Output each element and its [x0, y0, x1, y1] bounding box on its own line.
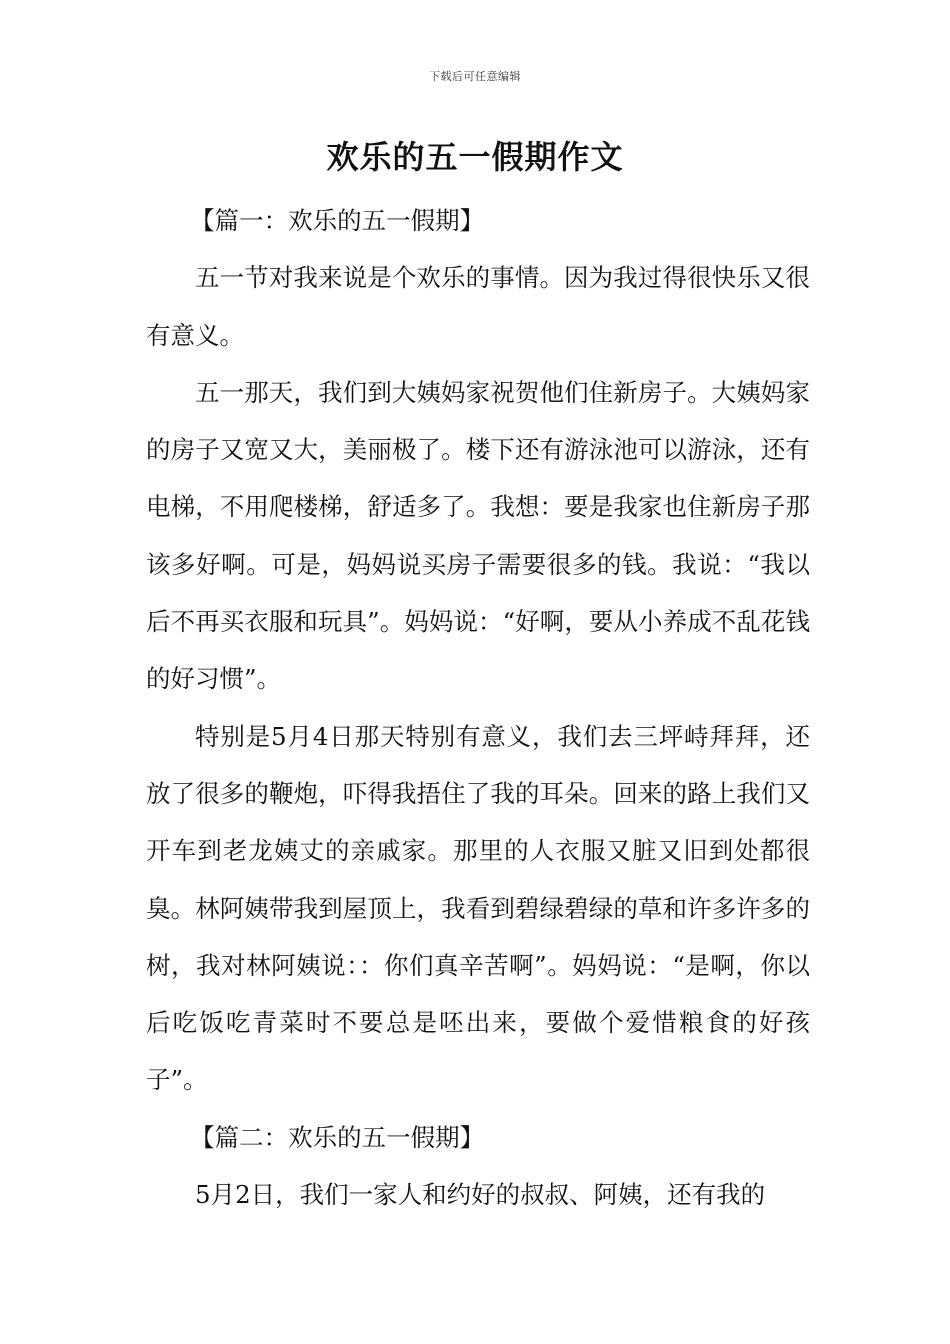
paragraph: 五一那天，我们到大姨妈家祝贺他们住新房子。大姨妈家的房子又宽又大，美丽极了。楼下还有游泳池可以游泳，还有电梯，不用爬楼梯，舒适多了。我想：要是我家也住新房子那该多好啊。可是，妈妈说买房子需要很多的钱。我说：“我以后不再买衣服和玩具”。妈妈说：“好啊，要从小养成不乱花钱的好习惯”。 — [146, 377, 810, 694]
document-body — [146, 192, 810, 1223]
paragraph: 5月2日，我们一家人和约好的叔叔、阿姨，还有我的 — [195, 1180, 766, 1210]
section-heading-1: 【篇一：欢乐的五一假期】 — [190, 206, 485, 235]
header-note: 下载后可任意编辑 — [429, 70, 521, 83]
section-heading-2: 【篇二：欢乐的五一假期】 — [190, 1122, 485, 1152]
paragraph: 五一节对我来说是个欢乐的事情。因为我过得很快乐又很有意义。 — [146, 263, 810, 350]
paragraph: 特别是5月4日那天特别有意义，我们去三坪峙拜拜，还放了很多的鞭炮，吓得我捂住了我的耳朵。回来的路上我们又开车到老龙姨丈的亲戚家。那里的人衣服又脏又旧到处都很臭。林阿姨带我到屋顶上，我看到碧绿碧绿的草和许多许多的树，我对林阿姨说：：你们真辛苦啊”。妈妈说：“是啊，你以后吃饭吃青菜时不要总是呸出来，要做个爱惜粮食的好孩子”。 — [146, 721, 810, 1095]
page-title: 欢乐的五一假期作文 — [326, 138, 624, 176]
